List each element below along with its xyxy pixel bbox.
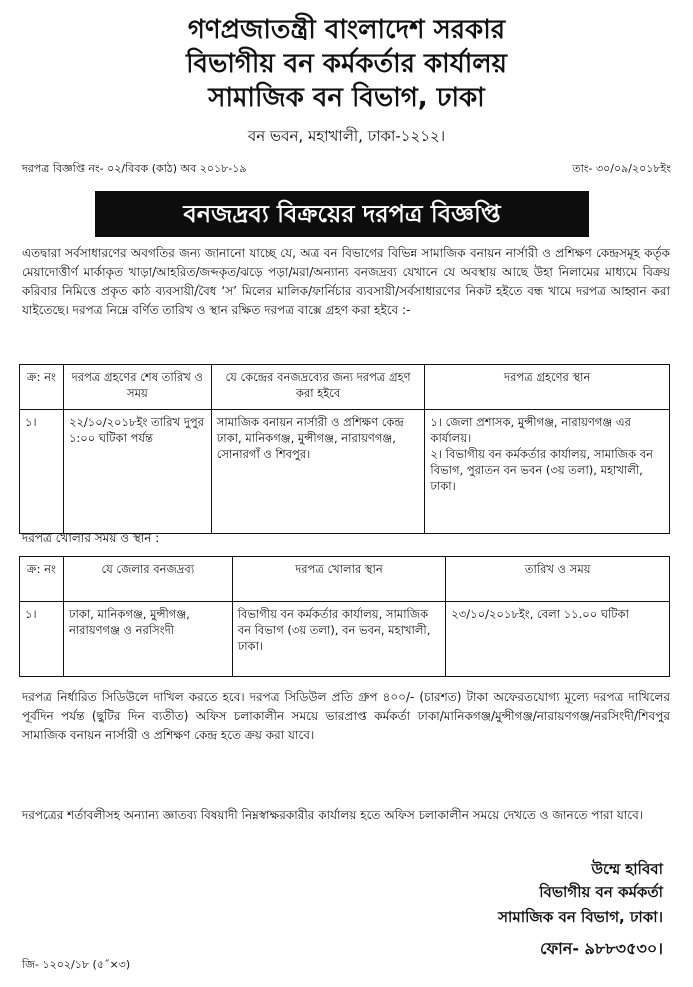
notice-date: তাং- ৩০/০৯/২০১৮ইং bbox=[572, 162, 671, 175]
table-row bbox=[20, 602, 670, 677]
terms-paragraph: দরপত্রের শর্তাবলীসহ অন্যান্য জ্ঞাতব্য বিষয়াদী নিম্নস্বাক্ষরকারীর কার্যালয় হতে অফিস চলাকালীন সময়ে দেখতে ও জানতে পারা যাবে। bbox=[22, 808, 644, 822]
cell-districts: ঢাকা, মানিকগঞ্জ, মুন্সীগঞ্জ, নারায়ণগঞ্জ ও নরসিংদী bbox=[63, 602, 232, 677]
table-header-row bbox=[20, 365, 670, 410]
cell-serial: ১। bbox=[20, 410, 64, 534]
division-title: সামাজিক বন বিভাগ, ঢাকা bbox=[208, 83, 485, 113]
column-header-centres: যে কেন্দ্রের বনজদ্রব্যের জন্য দরপত্র গ্রহণ করা হইবে bbox=[211, 365, 425, 410]
tender-receipt-table bbox=[19, 364, 670, 534]
opening-section-label: দরপত্র খোলার সময় ও স্থান : bbox=[22, 531, 160, 545]
cell-receipt-place bbox=[425, 410, 670, 534]
schedule-paragraph: দরপত্র নির্ধারিত সিডিউলে দাখিল করতে হবে। দরপত্র সিডিউল প্রতি গ্রুপ ৪০০/- (চারশত) টাকা অফেরতযোগ্য মূল্যে দরপত্র দাখিলের পূর্বদিন পর্যন্ত (ছুটির দিন ব্যতীত) অফিস চলাকালীন সময়ে ভারপ্রাপ্ত কর্মকর্তা ঢাকা/মানিকগঞ্জ/মুন্সীগঞ্জ/নারায়ণগঞ্জ/নরসিংদী/শিবপুর সামাজিক বনায়ন নার্সারী ও প্রশিক্ষণ কেন্দ্র হতে ক্রয় করা যাবে। bbox=[22, 690, 670, 742]
table-row bbox=[20, 410, 670, 534]
column-header-deadline: দরপত্র গ্রহণের শেষ তারিখ ও সময় bbox=[63, 365, 211, 410]
cell-serial: ১। bbox=[20, 602, 64, 677]
signatory-designation: বিভাগীয় বন কর্মকর্তা bbox=[539, 883, 663, 901]
column-header-opening-place: দরপত্র খোলার স্থান bbox=[232, 557, 446, 602]
cell-datetime: ২৩/১০/২০১৮ইং, বেলা ১১.০০ ঘটিকা bbox=[446, 602, 670, 677]
signatory-name: উম্মে হাবিবা bbox=[591, 860, 663, 878]
office-title: বিভাগীয় বন কর্মকর্তার কার্যালয় bbox=[186, 49, 507, 79]
column-header-receipt-place: দরপত্র গ্রহণের স্থান bbox=[425, 365, 670, 410]
cell-centres: সামাজিক বনায়ন নার্সারী ও প্রশিক্ষণ কেন্দ্র ঢাকা, মানিকগঞ্জ, মুন্সীগঞ্জ, নারায়ণগঞ্জ, সোনারগাঁ ও শিবপুর। bbox=[211, 410, 425, 534]
government-title: গণপ্রজাতন্ত্রী বাংলাদেশ সরকার bbox=[187, 15, 506, 45]
signatory-phone: ফোন- ৯৮৮৩৫৩০। bbox=[539, 939, 663, 958]
memo-number: দরপত্র বিজ্ঞপ্তি নং- ০২/বিবক (কাঠ) অব ২০১৮-১৯ bbox=[22, 162, 247, 175]
cell-deadline: ২২/১০/২০১৮ইং তারিখ দুপুর ১:০০ ঘটিকা পর্যন্ত bbox=[63, 410, 211, 534]
cell-opening-place: বিভাগীয় বন কর্মকর্তার কার্যালয়, সামাজিক বন বিভাগ (৩য় তলা), বন ভবন, মহাখালী, ঢাকা। bbox=[232, 602, 446, 677]
receipt-place-2: ২। বিভাগীয় বন কর্মকর্তার কার্যালয়, সামাজিক বন বিভাগ, পুরাতন বন ভবন (৩য় তলা), মহাখালী, ঢাকা। bbox=[430, 447, 654, 493]
notice-banner-title: বনজদ্রব্য বিক্রয়ের দরপত্র বিজ্ঞপ্তি bbox=[95, 191, 589, 237]
column-header-serial: ক্র: নং bbox=[20, 365, 64, 410]
intro-paragraph: এতদ্বারা সর্বসাধারণের অবগতির জন্য জানানো যাচ্ছে যে, অত্র বন বিভাগের বিভিন্ন সামাজিক বনায়ন নার্সারী ও প্রশিক্ষণ কেন্দ্রসমূহ কর্তৃক মেয়াদোত্তীর্ণ মার্কাকৃত খাড়া/আহরিত/জব্দকৃত/ঝড়ে পড়া/মরা/অন্যান্য বনজদ্রব্য যেখানে যে অবস্থায় আছে উহা নিলামের মাধ্যমে বিক্রয় করিবার নিমিত্তে প্রকৃত কাঠ ব্যবসায়ী/বৈধ ‘স’ মিলের মালিক/ফার্নিচার ব্যবসায়ী/সর্বসাধারণের নিকট হইতে বন্ধ খামে দরপত্র আহ্বান করা যাইতেছে। দরপত্র নিম্নে বর্ণিত তারিখ ও স্থান রক্ষিত দরপত্র বাক্সে গ্রহণ করা হইবে :- bbox=[22, 246, 670, 317]
advertisement-reference: জি- ১২০২/১৮ (৫˝×৩) bbox=[22, 958, 131, 971]
column-header-datetime: তারিখ ও সময় bbox=[446, 557, 670, 602]
column-header-serial: ক্র: নং bbox=[20, 557, 64, 602]
office-address: বন ভবন, মহাখালী, ঢাকা-১২১২। bbox=[247, 127, 446, 145]
table-header-row bbox=[20, 557, 670, 602]
column-header-districts: যে জেলার বনজদ্রব্য bbox=[63, 557, 232, 602]
receipt-place-1: ১। জেলা প্রশাসক, মুন্সীগঞ্জ, নারায়ণগঞ্জ এর কার্যালয়। bbox=[430, 415, 631, 445]
tender-opening-table bbox=[19, 556, 670, 677]
signatory-office: সামাজিক বন বিভাগ, ঢাকা। bbox=[498, 908, 663, 926]
